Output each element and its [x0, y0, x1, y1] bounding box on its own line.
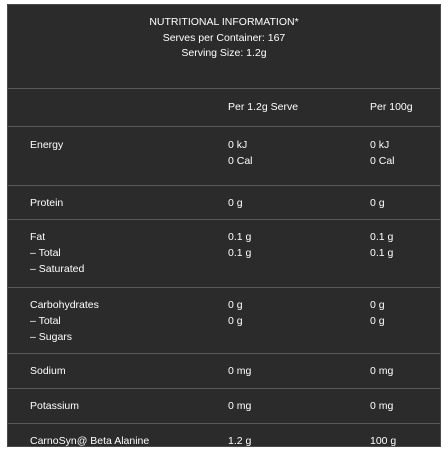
nutrient-label [30, 229, 220, 277]
value: 0 g [370, 197, 385, 209]
per-serve-value [228, 229, 348, 261]
value: 100 g [370, 435, 397, 447]
value: 1.2 g [228, 435, 252, 447]
value: 0 Cal [228, 155, 253, 167]
value: 0 Cal [370, 155, 395, 167]
per-serve-value [228, 137, 348, 169]
nutrient-name: Energy [30, 139, 64, 151]
nutrient-label [30, 297, 220, 345]
table-row [8, 354, 440, 389]
per-100g-value [370, 137, 440, 169]
nutrient-name: Sodium [30, 365, 66, 377]
nutrition-title: NUTRITIONAL INFORMATION* [149, 16, 299, 28]
per-100g-value [370, 297, 440, 329]
col-per-100g: Per 100g [370, 101, 413, 113]
per-serve-value [228, 297, 348, 329]
nutrient-name: Fat [30, 231, 46, 243]
table-row [8, 186, 440, 220]
nutrient-subname: – Total [30, 315, 61, 327]
value: 0 g [370, 315, 385, 327]
nutrient-name: Carbohydrates [30, 299, 99, 311]
nutrient-label [30, 433, 220, 449]
value: 0 mg [228, 365, 252, 377]
per-100g-value [370, 229, 440, 261]
nutrient-name: Potassium [30, 400, 80, 412]
value: 0 g [228, 299, 243, 311]
column-header-row [8, 89, 440, 127]
value: 0.1 g [370, 231, 394, 243]
nutrient-subname: – Saturated [30, 263, 85, 275]
per-serve-value [228, 363, 348, 379]
nutrient-label [30, 137, 220, 153]
value: 0 mg [370, 365, 394, 377]
value: 0 mg [370, 400, 394, 412]
value: 0 g [228, 197, 243, 209]
nutrient-subname: – Sugars [30, 331, 73, 343]
table-row [8, 288, 440, 354]
value: 0 g [228, 315, 243, 327]
per-serve-value [228, 433, 348, 449]
value: 0 mg [228, 400, 252, 412]
per-100g-value [370, 195, 440, 211]
per-100g-value [370, 433, 440, 449]
serves-per-container: Serves per Container: 167 [162, 31, 286, 44]
value: 0.1 g [228, 247, 252, 259]
nutrient-label [30, 195, 220, 211]
per-serve-value [228, 398, 348, 414]
per-100g-value [370, 363, 440, 379]
value: 0.1 g [228, 231, 252, 243]
nutrient-name: CarnoSyn@ Beta Alanine [30, 435, 150, 447]
value: 0.1 g [370, 247, 394, 259]
nutrient-name: Protein [30, 197, 64, 209]
nutrient-label [30, 363, 220, 379]
table-row [8, 389, 440, 424]
nutrient-subname: – Total [30, 247, 61, 259]
table-row [8, 127, 440, 186]
col-per-serve: Per 1.2g Serve [228, 101, 299, 113]
per-serve-value [228, 195, 348, 211]
table-row [8, 220, 440, 288]
value: 0 kJ [228, 139, 248, 151]
nutrient-label [30, 398, 220, 414]
serving-size: Serving Size: 1.2g [181, 47, 267, 59]
per-100g-value [370, 398, 440, 414]
value: 0 kJ [370, 139, 390, 151]
value: 0 g [370, 299, 385, 311]
nutrition-panel [7, 4, 441, 447]
nutrition-header [8, 5, 440, 89]
table-row [8, 424, 440, 459]
